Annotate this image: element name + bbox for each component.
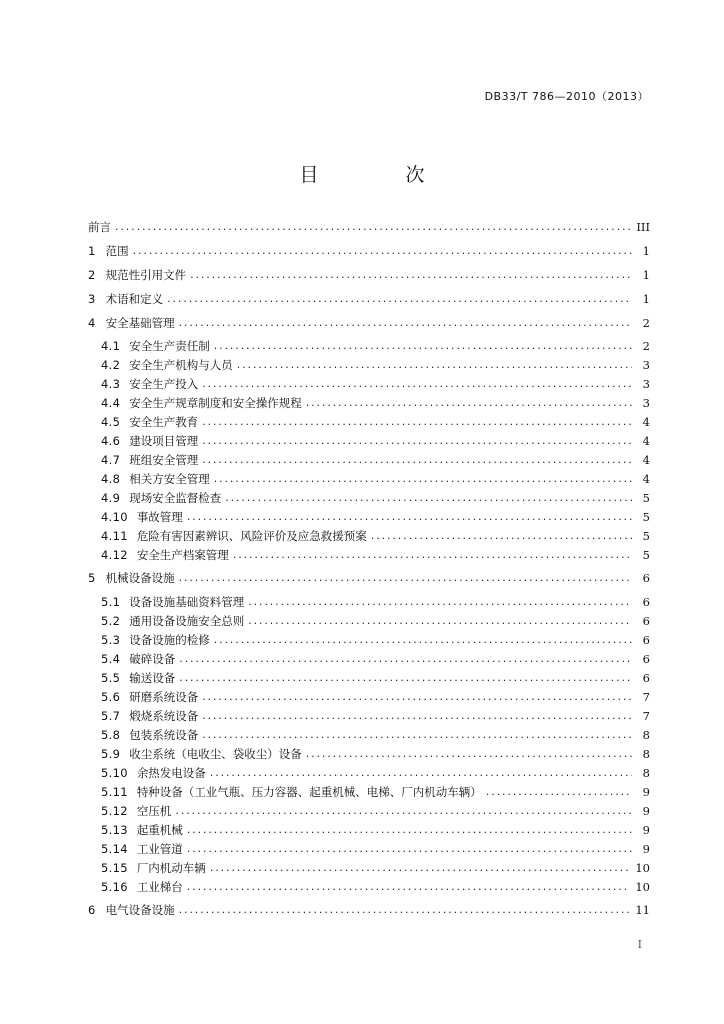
toc-entry-number: 4.11 bbox=[101, 529, 128, 543]
toc-entry-number: 4.12 bbox=[101, 548, 128, 562]
toc-subentry[interactable] bbox=[101, 708, 650, 724]
toc-leader-dots bbox=[179, 902, 630, 918]
toc-entry-title: 班组安全管理 bbox=[129, 453, 199, 467]
toc-leader-dots bbox=[202, 376, 632, 392]
toc-entry-title: 电气设备设施 bbox=[105, 903, 175, 917]
toc-subentry[interactable] bbox=[101, 433, 650, 449]
toc-entry-number: 6 bbox=[88, 903, 96, 917]
toc-subentry[interactable] bbox=[101, 414, 650, 430]
toc-subentry[interactable] bbox=[101, 727, 650, 743]
toc-leader-dots bbox=[248, 613, 632, 629]
toc-leader-dots bbox=[187, 841, 632, 857]
toc-entry-title: 安全生产投入 bbox=[129, 377, 199, 391]
toc-entry-page: 8 bbox=[642, 728, 650, 742]
toc-entry-page: 1 bbox=[642, 268, 650, 282]
toc-leader-dots bbox=[214, 471, 632, 487]
toc-leader-dots bbox=[202, 433, 632, 449]
toc-entry-page: III bbox=[636, 220, 650, 234]
toc-leader-dots bbox=[225, 490, 632, 506]
toc-leader-dots bbox=[202, 414, 632, 430]
toc-subentry[interactable] bbox=[101, 689, 650, 705]
toc-entry-number: 5.9 bbox=[101, 747, 121, 761]
toc-subentry[interactable] bbox=[101, 860, 650, 876]
toc-entry-title: 研磨系统设备 bbox=[129, 690, 199, 704]
toc-entry[interactable] bbox=[88, 267, 650, 283]
toc-entry-title: 范围 bbox=[105, 244, 129, 258]
toc-entry-title: 建设项目管理 bbox=[129, 434, 199, 448]
toc-entry-page: 8 bbox=[642, 766, 650, 780]
toc-entry-number: 5 bbox=[88, 571, 96, 585]
toc-entry-title: 机械设备设施 bbox=[105, 571, 175, 585]
toc-entry-page: 6 bbox=[642, 614, 650, 628]
toc-entry-title: 设备设施基础资料管理 bbox=[129, 595, 245, 609]
toc-entry-number: 5.10 bbox=[101, 766, 128, 780]
toc-subentry[interactable] bbox=[101, 376, 650, 392]
toc-subentry[interactable] bbox=[101, 490, 650, 506]
toc-subentry[interactable] bbox=[101, 357, 650, 373]
toc-leader-dots bbox=[179, 570, 632, 586]
toc-entry-title: 安全生产规章制度和安全操作规程 bbox=[129, 396, 302, 410]
toc-entry-page: 3 bbox=[642, 358, 650, 372]
toc-entry-number: 4.4 bbox=[101, 396, 121, 410]
toc-entry-title: 工业梯台 bbox=[136, 880, 183, 894]
toc-entry-number: 5.6 bbox=[101, 690, 121, 704]
toc-entry[interactable] bbox=[88, 291, 650, 307]
toc-entry-number: 5.3 bbox=[101, 633, 121, 647]
toc-entry-title: 厂内机动车辆 bbox=[136, 861, 206, 875]
toc-subentry[interactable] bbox=[101, 471, 650, 487]
toc-entry-page: 9 bbox=[642, 785, 650, 799]
toc-subentry[interactable] bbox=[101, 841, 650, 857]
toc-subentry[interactable] bbox=[101, 338, 650, 354]
toc-entry-number: 5.15 bbox=[101, 861, 128, 875]
toc-entry-number: 5.12 bbox=[101, 804, 128, 818]
toc-entry-page: 1 bbox=[642, 244, 650, 258]
toc-entry-title: 安全基础管理 bbox=[105, 316, 175, 330]
toc-entry-page: 4 bbox=[642, 415, 650, 429]
toc-entry-title: 危险有害因素辨识、风险评价及应急救援预案 bbox=[136, 529, 367, 543]
toc-leader-dots bbox=[179, 315, 632, 331]
toc-entry-page: 3 bbox=[642, 377, 650, 391]
toc-entry-number: 3 bbox=[88, 292, 96, 306]
toc-leader-dots bbox=[210, 765, 632, 781]
toc-leader-dots bbox=[233, 547, 632, 563]
toc-entry-title: 收尘系统（电收尘、袋收尘）设备 bbox=[129, 747, 302, 761]
toc-entry-title: 煅烧系统设备 bbox=[129, 709, 199, 723]
toc-entry-page: 6 bbox=[642, 595, 650, 609]
toc-subentry[interactable] bbox=[101, 613, 650, 629]
toc-entry-page: 10 bbox=[635, 861, 650, 875]
toc-entry-page: 9 bbox=[642, 842, 650, 856]
toc-entry-title: 术语和定义 bbox=[105, 292, 164, 306]
toc-subentry[interactable] bbox=[101, 509, 650, 525]
toc-leader-dots bbox=[306, 395, 632, 411]
toc-leader-dots bbox=[187, 879, 630, 895]
toc-entry[interactable] bbox=[88, 219, 650, 235]
toc-entry-number: 1 bbox=[88, 244, 96, 258]
toc-entry-number: 4.7 bbox=[101, 453, 121, 467]
toc-leader-dots bbox=[371, 528, 632, 544]
toc-entry-number: 4.10 bbox=[101, 510, 128, 524]
toc-entry-page: 10 bbox=[635, 880, 650, 894]
toc-leader-dots bbox=[115, 219, 630, 235]
toc-entry[interactable] bbox=[88, 243, 650, 259]
toc-leader-dots bbox=[237, 357, 632, 373]
toc-entry-title: 起重机械 bbox=[136, 823, 183, 837]
toc-subentry[interactable] bbox=[101, 670, 650, 686]
toc-leader-dots bbox=[179, 651, 632, 667]
toc-leader-dots bbox=[187, 822, 632, 838]
toc-entry-title: 规范性引用文件 bbox=[105, 268, 187, 282]
toc-leader-dots bbox=[202, 727, 632, 743]
toc-leader-dots bbox=[190, 267, 632, 283]
page-number: I bbox=[637, 938, 642, 951]
toc-entry-number: 5.8 bbox=[101, 728, 121, 742]
toc-subentry[interactable] bbox=[101, 651, 650, 667]
toc-entry-number: 5.7 bbox=[101, 709, 121, 723]
toc-entry-page: 3 bbox=[642, 396, 650, 410]
toc-entry-page: 5 bbox=[642, 529, 650, 543]
toc-entry-number: 4.3 bbox=[101, 377, 121, 391]
toc-leader-dots bbox=[202, 708, 632, 724]
toc-subentry[interactable] bbox=[101, 395, 650, 411]
toc-subentry[interactable] bbox=[101, 784, 650, 800]
toc-entry-title: 破碎设备 bbox=[129, 652, 176, 666]
page-title: 目 次 bbox=[299, 164, 459, 186]
toc-leader-dots bbox=[202, 452, 632, 468]
toc-subentry[interactable] bbox=[101, 452, 650, 468]
toc-entry-number: 4 bbox=[88, 316, 96, 330]
toc-entry-title: 包装系统设备 bbox=[129, 728, 199, 742]
toc-entry-page: 4 bbox=[642, 453, 650, 467]
toc-entry-number: 4.6 bbox=[101, 434, 121, 448]
toc-entry-title: 安全生产机构与人员 bbox=[129, 358, 233, 372]
toc-entry-number: 4.1 bbox=[101, 339, 121, 353]
toc-entry-number: 2 bbox=[88, 268, 96, 282]
toc-entry-page: 7 bbox=[642, 690, 650, 704]
toc-entry-number: 5.16 bbox=[101, 880, 128, 894]
toc-entry[interactable] bbox=[88, 315, 650, 331]
toc-entry-page: 6 bbox=[642, 633, 650, 647]
toc-entry-number: 5.11 bbox=[101, 785, 128, 799]
toc-entry-title: 空压机 bbox=[136, 804, 172, 818]
toc-entry-number: 4.8 bbox=[101, 472, 121, 486]
toc-entry-page: 9 bbox=[642, 804, 650, 818]
toc-entry-page: 5 bbox=[642, 548, 650, 562]
toc-entry-title: 前言 bbox=[88, 220, 111, 234]
toc-entry-title: 余热发电设备 bbox=[136, 766, 206, 780]
toc-entry-page: 6 bbox=[642, 652, 650, 666]
toc-leader-dots bbox=[133, 243, 632, 259]
toc-entry-number: 5.13 bbox=[101, 823, 128, 837]
toc-leader-dots bbox=[210, 860, 630, 876]
toc-entry-number: 5.4 bbox=[101, 652, 121, 666]
toc-entry-title: 设备设施的检修 bbox=[129, 633, 210, 647]
toc-leader-dots bbox=[187, 509, 632, 525]
toc-subentry[interactable] bbox=[101, 822, 650, 838]
toc-entry-page: 11 bbox=[635, 903, 650, 917]
toc-entry-title: 安全生产教育 bbox=[129, 415, 199, 429]
toc-entry-page: 9 bbox=[642, 823, 650, 837]
toc-entry-page: 1 bbox=[642, 292, 650, 306]
toc-entry-page: 5 bbox=[642, 491, 650, 505]
toc-leader-dots bbox=[248, 594, 632, 610]
toc-subentry[interactable] bbox=[101, 528, 650, 544]
toc-entry-number: 5.2 bbox=[101, 614, 121, 628]
toc-leader-dots bbox=[175, 803, 632, 819]
toc-subentry[interactable] bbox=[101, 746, 650, 762]
toc-entry-number: 4.2 bbox=[101, 358, 121, 372]
toc-entry[interactable] bbox=[88, 902, 650, 918]
toc-entry-page: 6 bbox=[642, 671, 650, 685]
toc-entry-page: 7 bbox=[642, 709, 650, 723]
toc-leader-dots bbox=[486, 784, 632, 800]
toc-entry-number: 5.14 bbox=[101, 842, 128, 856]
toc-subentry[interactable] bbox=[101, 547, 650, 563]
toc-subentry[interactable] bbox=[101, 879, 650, 895]
toc-entry-title: 工业管道 bbox=[136, 842, 183, 856]
toc-entry-number: 4.9 bbox=[101, 491, 121, 505]
toc-leader-dots bbox=[179, 670, 632, 686]
toc-leader-dots bbox=[214, 632, 632, 648]
toc-entry-title: 特种设备（工业气瓶、压力容器、起重机械、电梯、厂内机动车辆） bbox=[136, 785, 482, 799]
toc-entry-title: 相关方安全管理 bbox=[129, 472, 210, 486]
toc-entry-page: 6 bbox=[642, 571, 650, 585]
toc-entry[interactable] bbox=[88, 570, 650, 586]
toc-entry-page: 2 bbox=[642, 316, 650, 330]
toc-entry-number: 5.1 bbox=[101, 595, 121, 609]
toc-subentry[interactable] bbox=[101, 765, 650, 781]
toc-leader-dots bbox=[306, 746, 632, 762]
toc-entry-page: 8 bbox=[642, 747, 650, 761]
toc-entry-title: 事故管理 bbox=[136, 510, 183, 524]
toc-subentry[interactable] bbox=[101, 632, 650, 648]
toc-entry-title: 通用设备设施安全总则 bbox=[129, 614, 245, 628]
toc-entry-title: 现场安全监督检查 bbox=[129, 491, 222, 505]
toc-leader-dots bbox=[167, 291, 632, 307]
toc-entry-title: 安全生产档案管理 bbox=[136, 548, 229, 562]
toc-entry-number: 4.5 bbox=[101, 415, 121, 429]
toc-entry-page: 5 bbox=[642, 510, 650, 524]
toc-entry-page: 4 bbox=[642, 472, 650, 486]
toc-subentry[interactable] bbox=[101, 803, 650, 819]
toc-entry-page: 2 bbox=[642, 339, 650, 353]
toc-entry-title: 安全生产责任制 bbox=[129, 339, 210, 353]
toc-subentry[interactable] bbox=[101, 594, 650, 610]
toc-entry-title: 输送设备 bbox=[129, 671, 176, 685]
toc-entry-page: 4 bbox=[642, 434, 650, 448]
toc-entry-number: 5.5 bbox=[101, 671, 121, 685]
toc-leader-dots bbox=[214, 338, 632, 354]
toc-leader-dots bbox=[202, 689, 632, 705]
standard-code: DB33/T 786—2010（2013） bbox=[484, 90, 649, 103]
